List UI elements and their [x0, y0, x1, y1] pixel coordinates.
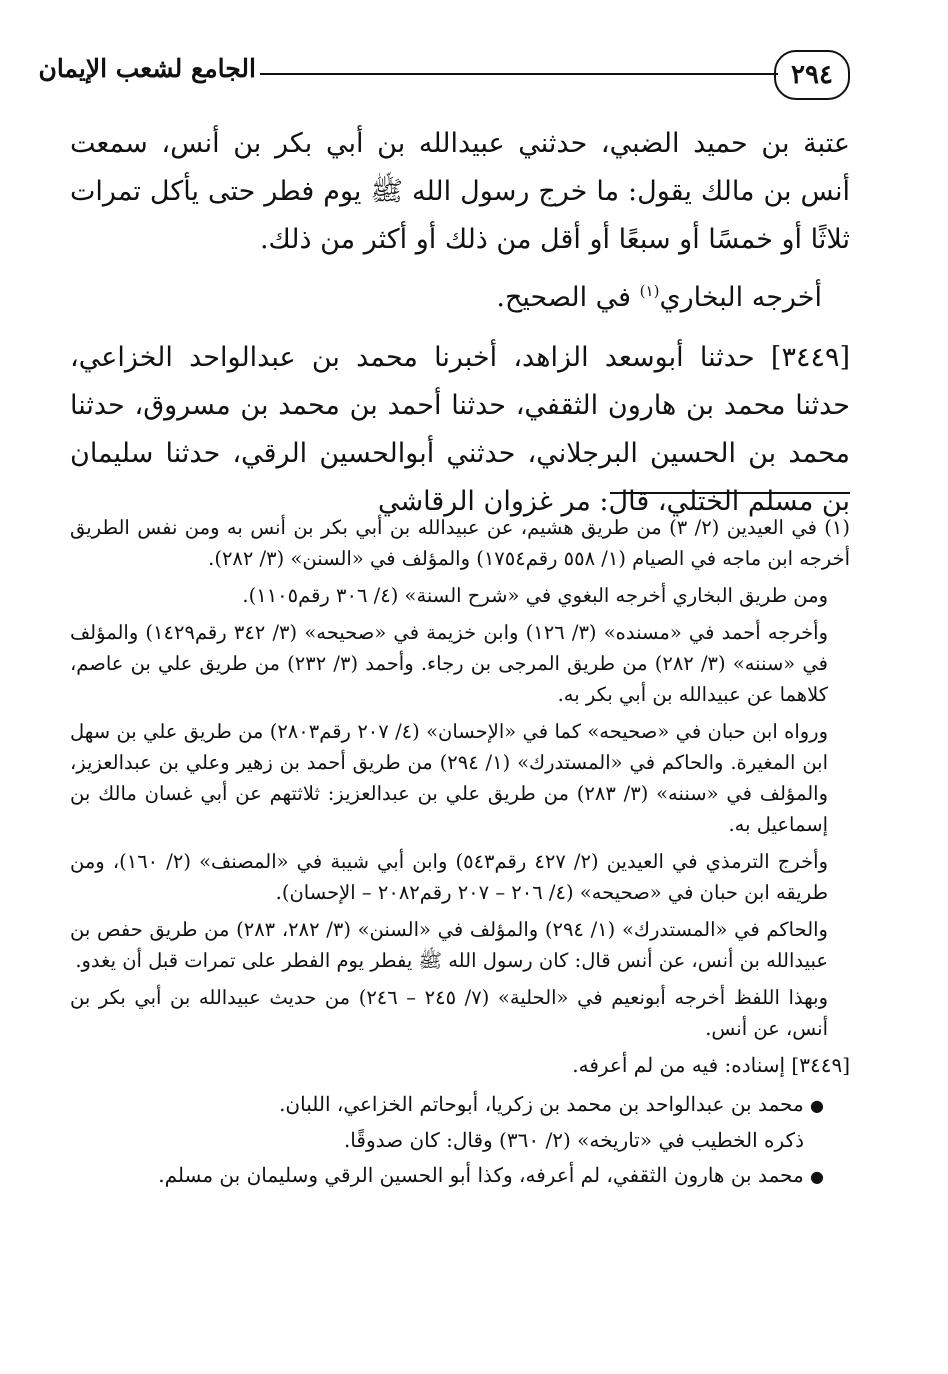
page-number: ٢٩٤	[774, 50, 850, 100]
narrator-item	[70, 1087, 850, 1123]
hadith-continuation: عتبة بن حميد الضبي، حدثني عبيدالله بن أبي بكر بن أنس، سمعت أنس بن مالك يقول: ما خرج رسول الله ﷺ يوم فطر حتى يأكل تمرات ثلاثًا أو خمسًا أو سبعًا أو أقل من ذلك أو أكثر من ذلك.	[70, 128, 850, 255]
bullet-icon: ●	[810, 1096, 824, 1115]
footnote-1-para: وأخرجه أحمد في «مسنده» (٣/ ١٢٦) وابن خزيمة في «صحيحه» (٣/ ٣٤٢ رقم١٤٢٩) والمؤلف في «سننه» (٣/ ٢٨٢) من طريق المرجى بن رجاء. وأحمد (٣/ ٢٣٢) من طريق علي بن عاصم، كلاهما عن عبيدالله بن أبي بكر به.	[70, 621, 829, 706]
narrator-item	[70, 1158, 850, 1194]
footnote-1-para: وبهذا اللفظ أخرجه أبونعيم في «الحلية» (٧/ ٢٤٥ – ٢٤٦) من حديث عبيدالله بن أبي بكر بن أنس، عن أنس.	[70, 986, 828, 1040]
running-header	[38, 40, 850, 106]
main-text	[70, 120, 850, 526]
book-title: الجامع لشعب الإيمان	[38, 54, 256, 83]
narrator-detail: ذكره الخطيب في «تاريخه» (٢/ ٣٦٠) وقال: كان صدوقًا.	[343, 1128, 804, 1152]
footnote-1-para: (١) في العيدين (٢/ ٣) من طريق هشيم، عن عبيدالله بن أبي بكر بن أنس به ومن نفس الطريق أخرجه ابن ماجه في الصيام (١/ ٥٥٨ رقم١٧٥٤) والمؤلف في «السنن» (٣/ ٢٨٢).	[70, 516, 851, 570]
footnote-separator	[610, 492, 850, 494]
footnote-1-para: والحاكم في «المستدرك» (١/ ٢٩٤) والمؤلف في «السنن» (٣/ ٢٨٢، ٢٨٣) من طريق حفص بن عبيدالله بن أنس، عن أنس قال: كان رسول الله ﷺ يفطر يوم الفطر على تمرات قبل أن يغدو.	[70, 918, 828, 972]
narrator-text: محمد بن هارون الثقفي، لم أعرفه، وكذا أبو الحسين الرقي وسليمان بن مسلم.	[158, 1163, 804, 1187]
hadith-3449: [٣٤٤٩] حدثنا أبوسعد الزاهد، أخبرنا محمد بن عبدالواحد الخزاعي، حدثنا محمد بن هارون الثقفي، حدثنا أحمد بن محمد بن مسروق، حدثنا محمد بن الحسين البرجلاني، حدثني أبوالحسين الرقي، حدثنا سليمان بن مسلم الختلي، قال: مر غزوان الرقاشي	[70, 342, 850, 517]
header-rule	[260, 73, 778, 75]
isnad-note: [٣٤٤٩] إسناده: فيه من لم أعرفه.	[572, 1053, 850, 1077]
footnote-1-para: وأخرج الترمذي في العيدين (٢/ ٤٢٧ رقم٥٤٣) وابن أبي شيبة في «المصنف» (٢/ ١٦٠)، ومن طريقه ابن حبان في «صحيحه» (٤/ ٢٠٦ – ٢٠٧ رقم٢٠٨٢ – الإحسان).	[70, 850, 828, 904]
takhrij-start: أخرجه البخاري	[659, 282, 822, 313]
narrator-text: محمد بن عبدالواحد بن محمد بن زكريا، أبوحاتم الخزاعي، اللبان.	[279, 1092, 804, 1116]
takhrij-end: في الصحيح.	[496, 282, 640, 313]
footnote-1-para: ورواه ابن حبان في «صحيحه» كما في «الإحسان» (٤/ ٢٠٧ رقم٢٨٠٣) من طريق علي بن سهل ابن المغيرة. والحاكم في «المستدرك» (١/ ٢٩٤) من طريق أحمد بن زهير وعلي بن عبدالعزيز، والمؤلف في «سننه» (٣/ ٢٨٣) من طريق علي بن عبدالعزيز: ثلاثتهم عن أبي غسان مالك بن إسماعيل به.	[70, 720, 829, 836]
bullet-icon: ●	[810, 1167, 824, 1186]
footnotes	[70, 512, 850, 1194]
takhrij-line	[70, 274, 850, 322]
footnote-ref[interactable]: (١)	[639, 282, 660, 300]
footnote-1-para: ومن طريق البخاري أخرجه البغوي في «شرح السنة» (٤/ ٣٠٦ رقم١١٠٥).	[242, 584, 828, 607]
